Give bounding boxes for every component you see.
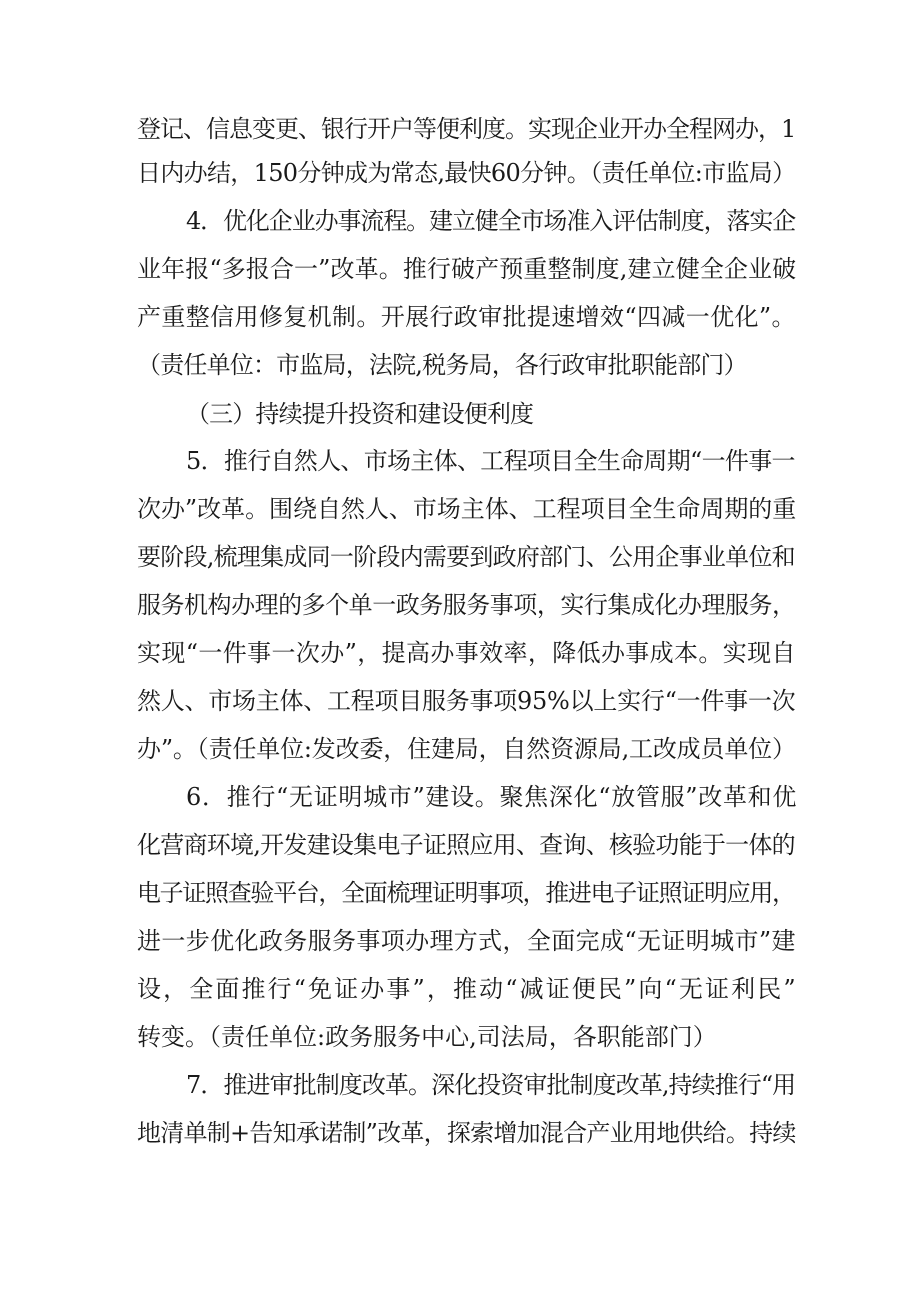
text-line-21: 7．推进审批制度改革。深化投资审批制度改革,持续推行“用	[186, 1071, 796, 1099]
text-line-9: 次办”改革。围绕自然人、市场主体、工程项目全生命周期的重	[137, 495, 797, 523]
text-line-18: 进一步优化政务服务事项办理方式，全面完成“无证明城市”建	[137, 927, 796, 955]
text-line-12: 实现“一件事一次办”，提高办事效率，降低办事成本。实现自	[137, 639, 796, 667]
text-line-8: 5．推行自然人、市场主体、工程项目全生命周期“一件事一	[186, 447, 795, 475]
text-line-11: 服务机构办理的多个单一政务服务事项，实行集成化办理服务，	[137, 591, 796, 619]
text-line-5: 产重整信用修复机制。开展行政审批提速增效“四减一优化”。	[137, 303, 796, 331]
text-line-15: 6．推行“无证明城市”建设。聚焦深化“放管服”改革和优	[186, 783, 798, 811]
text-line-13: 然人、市场主体、工程项目服务事项95%以上实行“一件事一次	[137, 687, 796, 715]
text-line-1: 登记、信息变更、银行开户等便利度。实现企业开办全程网办，1	[137, 115, 796, 143]
text-line-22: 地清单制+告知承诺制”改革，探索增加混合产业用地供给。持续	[137, 1119, 796, 1147]
text-line-10: 要阶段,梳理集成同一阶段内需要到政府部门、公用企事业单位和	[137, 543, 795, 571]
section-heading: （三）持续提升投资和建设便利度	[186, 400, 534, 428]
text-line-14: 办”。（责任单位:发改委，住建局，自然资源局,工改成员单位）	[137, 735, 796, 763]
text-line-3: 4．优化企业办事流程。建立健全市场准入评估制度，落实企	[186, 207, 796, 235]
text-line-6: （责任单位：市监局，法院,税务局，各行政审批职能部门）	[137, 351, 747, 379]
text-line-19: 设，全面推行“免证办事”，推动“减证便民”向“无证利民”	[137, 975, 798, 1003]
text-line-16: 化营商环境,开发建设集电子证照应用、查询、核验功能于一体的	[137, 831, 795, 859]
text-line-17: 电子证照查验平台，全面梳理证明事项，推进电子证照证明应用，	[137, 879, 795, 907]
text-line-20: 转变。（责任单位:政务服务中心,司法局，各职能部门）	[137, 1023, 717, 1051]
text-line-4: 业年报“多报合一”改革。推行破产预重整制度,建立健全企业破	[137, 255, 797, 283]
text-line-2: 日内办结，150分钟成为常态,最快60分钟。（责任单位:市监局）	[137, 159, 796, 187]
